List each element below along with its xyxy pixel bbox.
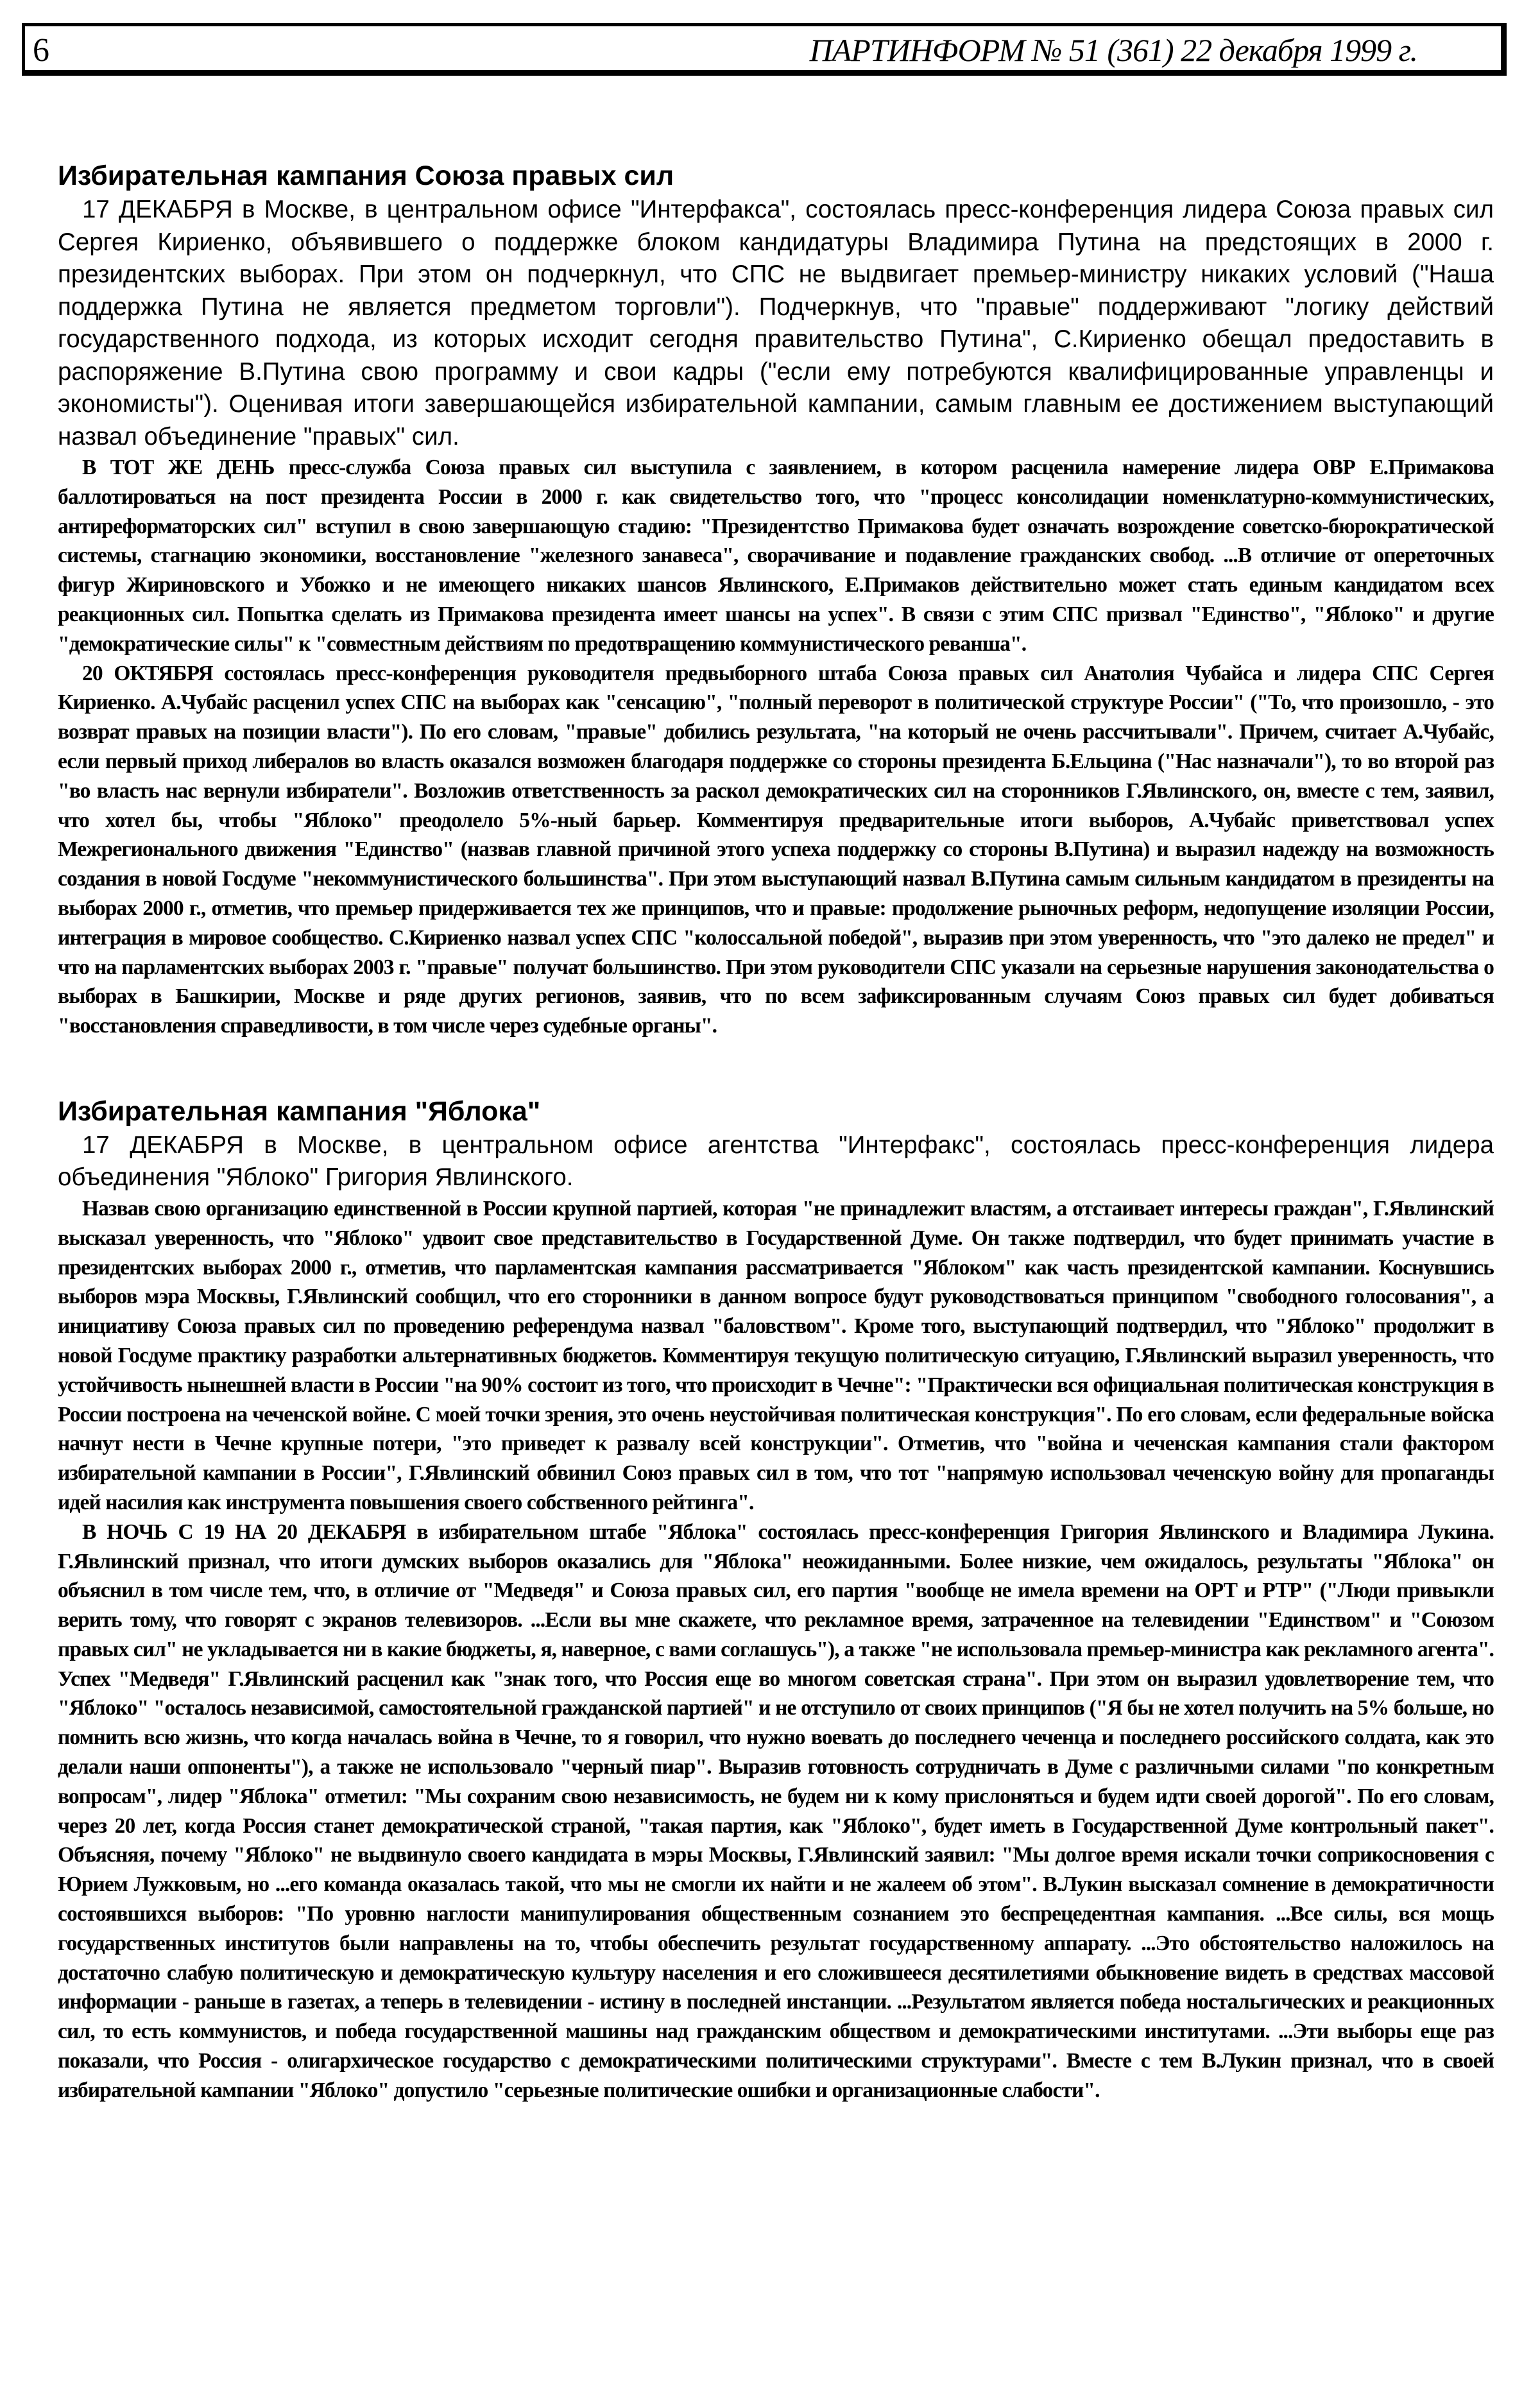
section-heading: Избирательная кампания Союза правых сил — [58, 160, 674, 191]
section-sps — [58, 159, 1494, 1041]
lead-paragraph — [58, 194, 1494, 453]
section-yabloko — [58, 1095, 1494, 2105]
lead-paragraph — [58, 1129, 1494, 1194]
page-header — [22, 23, 1507, 76]
paragraph: Назвав свою организацию единственной в России крупной партией, которая "не принадлежит властям, а отстаивает интересы граждан", Г.Явлинский высказал уверенность, что "Яблоко" удвоит свое представительство в Государственной Думе. Он также подтвердил, что будет принимать участие в президентских выборах 2000 г., отметив, что парламентская кампания рассматривается "Яблоком" как часть президентской кампании. Коснувшись выборов мэра Москвы, Г.Явлинский сообщил, что его сторонники в данном вопросе будут руководствоваться принципом "свободного голосования", а инициативу Союза правых сил по проведению референдума назвал "баловством". Кроме того, выступающий подтвердил, что "Яблоко" продолжит в новой Госдуме практику разработки альтернативных бюджетов. Комментируя текущую политическую ситуацию, Г.Явлинский выразил уверенность, что устойчивость нынешней власти в России "на 90% состоит из того, что происходит в Чечне": "Практически вся официальная политическая конструкция в России построена на чеченской войне. С моей точки зрения, это очень неустойчивая политическая конструкция". По его словам, если федеральные войска начнут нести в Чечне крупные потери, "это приведет к развалу всей конструкции". Отметив, что "война и чеченская кампания стали фактором избирательной кампании в России", Г.Явлинский обвинил Союз правых сил в том, что тот "напрямую использовал чеченскую войну для пропаганды идей насилия как инструмента повышения своего собственного рейтинга". — [58, 1196, 1494, 1514]
paragraph: В ТОТ ЖЕ ДЕНЬ пресс-служба Союза правых сил выступила с заявлением, в котором расценила намерение лидера ОВР Е.Примакова баллотироваться на пост президента России в 2000 г. как свидетельство того, что "процесс консолидации номенклатурно-коммунистических, антиреформаторских сил" вступил в свою завершающую стадию: "Президентство Примакова будет означать возрождение советско-бюрократической системы, стагнацию экономики, восстановление "железного занавеса", сворачивание и подавление гражданских свобод. ...В отличие от опереточных фигур Жириновского и Убожко и не имеющего никаких шансов Явлинского, Е.Примаков действительно может стать единым кандидатом всех реакционных сил. Попытка сделать из Примакова президента имеет шансы на успех". В связи с этим СПС призвал "Единство", "Яблоко" и другие "демократические силы" к "совместным действиям по предотвращению коммунистического реванша". — [58, 456, 1494, 656]
publication-title: ПАРТИНФОРМ № 51 (361) 22 декабря 1999 г. — [809, 32, 1417, 68]
paragraph: 20 ОКТЯБРЯ состоялась пресс-конференция руководителя предвыборного штаба Союза правых сил Анатолия Чубайса и лидера СПС Сергея Кириенко. А.Чубайс расценил успех СПС на выборах как "сенсацию", "полный переворот в политической структуре России" ("То, что произошло, - это возврат правых на позиции власти"). По его словам, "правые" добились результата, "на который не очень рассчитывали". Причем, считает А.Чубайс, если первый приход либералов во власть оказался возможен благодаря поддержке со стороны президента Б.Ельцина ("Нас назначали"), то во второй раз "во власть нас вернули избиратели". Возложив ответственность за раскол демократических сил на сторонников Г.Явлинского, он, вместе с тем, заявил, что хотел бы, чтобы "Яблоко" преодолело 5%-ный барьер. Комментируя предварительные итоги выборов, А.Чубайс приветствовал успех Межрегионального движения "Единство" (назвав главной причиной этого успеха поддержку со стороны В.Путина) и выразил надежду на возможность создания в новой Госдуме "некоммунистического большинства". При этом выступающий назвал В.Путина самым сильным кандидатом в президенты на выборах 2000 г., отметив, что премьер придерживается тех же принципов, что и правые: продолжение рыночных реформ, недопущение изоляции России, интеграция в мировое сообщество. С.Кириенко назвал успех СПС "колоссальной победой", выразив при этом уверенность, что "это далеко не предел" и что на парламентских выборах 2003 г. "правые" получат большинство. При этом руководители СПС указали на серьезные нарушения законодательства о выборах в Башкирии, Москве и ряде других регионов, заявив, что по всем зафиксированным случаям Союз правых сил будет добиваться "восстановления справедливости, в том числе через судебные органы". — [58, 661, 1494, 1038]
section-heading: Избирательная кампания "Яблока" — [58, 1095, 541, 1127]
paragraph: В НОЧЬ С 19 НА 20 ДЕКАБРЯ в избирательном штабе "Яблока" состоялась пресс-конференция Григория Явлинского и Владимира Лукина. Г.Явлинский признал, что итоги думских выборов оказались для "Яблока" неожиданными. Более низкие, чем ожидалось, результаты "Яблока" он объяснил в том числе тем, что, в отличие от "Медведя" и Союза правых сил, его партия "вообще не имела времени на ОРТ и РТР" ("Люди привыкли верить тому, что говорят с экранов телевизоров. ...Если вы мне скажете, что рекламное время, затраченное на телевидении "Единством" и "Союзом правых сил" не укладывается ни в какие бюджеты, я, наверное, с вами соглашусь"), а также "не использовала премьер-министра как рекламного агента". Успех "Медведя" Г.Явлинский расценил как "знак того, что Россия еще во многом советская страна". При этом он выразил удовлетворение тем, что "Яблоко" "осталось независимой, самостоятельной гражданской партией" и не отступило от своих принципов ("Я бы не хотел получить на 5% больше, но помнить всю жизнь, что когда началась война в Чечне, то я говорил, что нужно воевать до последнего чеченца и последнего российского солдата, как это делали наши оппоненты"), а также не использовало "черный пиар". Выразив готовность сотрудничать в Думе с различными силами "по конкретным вопросам", лидер "Яблока" отметил: "Мы сохраним свою независимость, не будем ни к кому прислоняться и будем идти своей дорогой". По его словам, через 20 лет, когда Россия станет демократической страной, "такая партия, как "Яблоко", будет иметь в Государственной Думе контрольный пакет". Объясняя, почему "Яблоко" не выдвинуло своего кандидата в мэры Москвы, Г.Явлинский заявил: "Мы долгое время искали точки соприкосновения с Юрием Лужковым, но ...его команда оказалась такой, что мы не смогли их найти и не жалеем об этом". В.Лукин высказал сомнение в демократичности состоявшихся выборов: "По уровню наглости манипулирования общественным сознанием это беспрецедентная кампания. ...Все силы, вся мощь государственных институтов были направлены на то, чтобы обеспечить результат государственному аппарату. ...Это обстоятельство наложилось на достаточно слабую политическую и демократическую культуру населения и его сложившееся десятилетиями обыкновение видеть в средствах массовой информации - раньше в газетах, а теперь в телевидении - истину в последней инстанции. ...Результатом является победа ностальгических и реакционных сил, то есть коммунистов, и победа государственной машины над гражданским обществом и демократическими институтами. ...Эти выборы еще раз показали, что Россия - олигархическое государство с демократическими политическими структурами". Вместе с тем В.Лукин признал, что в своей избирательной кампании "Яблоко" допустило "серьезные политические ошибки и организационные слабости". — [58, 1520, 1494, 2102]
page-number: 6 — [33, 32, 49, 69]
article-content — [58, 159, 1494, 2105]
lead-text: 17 ДЕКАБРЯ в Москве, в центральном офисе "Интерфакса", состоялась пресс-конференция лидера Союза правых сил Сергея Кириенко, объявившего о поддержке блоком кандидатуры Владимира Путина на предстоящих в 2000 г. президентских выборах. При этом он подчеркнул, что СПС не выдвигает премьер-министру никаких условий ("Наша поддержка Путина не является предметом торговли"). Подчеркнув, что "правые" поддерживают "логику действий государственного подхода, из которых исходит сегодня правительство Путина", С.Кириенко обещал предоставить в распоряжение В.Путина свою программу и свои кадры ("если ему потребуются квалифицированные управленцы и экономисты"). Оценивая итоги завершающейся избирательной кампании, самым главным ее достижением выступающий назвал объединение "правых" сил. — [58, 196, 1494, 450]
lead-text: 17 ДЕКАБРЯ в Москве, в центральном офисе агентства "Интерфакс", состоялась пресс-конференция лидера объединения "Яблоко" Григория Явлинского. — [58, 1131, 1494, 1192]
